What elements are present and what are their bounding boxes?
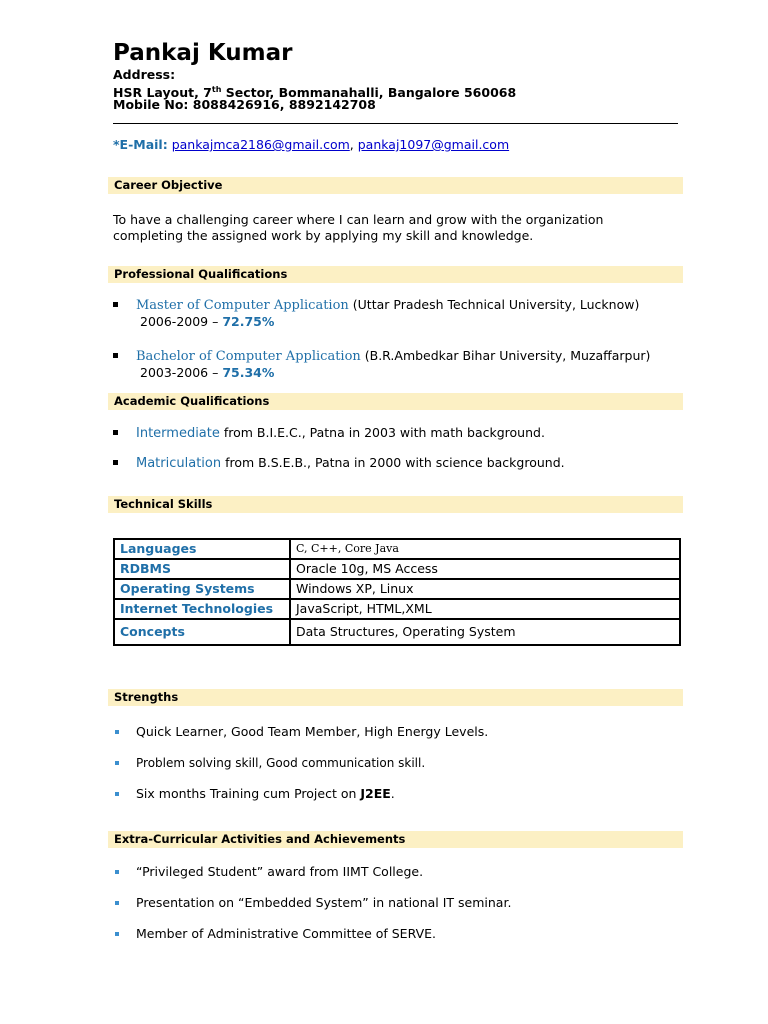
- bullet-icon: [115, 730, 119, 734]
- table-row: RDBMS Oracle 10g, MS Access: [114, 559, 680, 579]
- table-row: Languages C, C++, Core Java: [114, 539, 680, 559]
- table-row: Concepts Data Structures, Operating System: [114, 619, 680, 645]
- section-technical-skills: Technical Skills: [108, 496, 683, 513]
- extra-item-1: “Privileged Student” award from IIMT College.: [136, 864, 424, 879]
- email-line: *E-Mail: pankajmca2186@gmail.com, pankaj1097@gmail.com: [113, 137, 510, 152]
- bullet-icon: [113, 353, 118, 358]
- section-academic-qualifications: Academic Qualifications: [108, 393, 683, 410]
- bullet-icon: [115, 761, 119, 765]
- academic-item-1: Intermediate from B.I.E.C., Patna in 2003 with math background.: [136, 425, 545, 441]
- table-row: Operating Systems Windows XP, Linux: [114, 579, 680, 599]
- email-label: *E-Mail:: [113, 137, 168, 152]
- professional-item-1: Master of Computer Application (Uttar Pradesh Technical University, Lucknow): [136, 297, 640, 313]
- candidate-name: Pankaj Kumar: [113, 40, 293, 66]
- strength-item-2: Problem solving skill, Good communication skill.: [136, 756, 426, 770]
- bullet-icon: [115, 932, 119, 936]
- professional-item-1-years: 2006-2009 – 72.75%: [140, 314, 275, 329]
- section-career-objective: Career Objective: [108, 177, 683, 194]
- email-link-1[interactable]: pankajmca2186@gmail.com: [171, 137, 350, 152]
- section-professional-qualifications: Professional Qualifications: [108, 266, 683, 283]
- section-extra-curricular: Extra-Curricular Activities and Achievements: [108, 831, 683, 848]
- mobile-line: Mobile No: 8088426916, 8892142708: [113, 97, 376, 112]
- table-row: Internet Technologies JavaScript, HTML,XML: [114, 599, 680, 619]
- email-link-2[interactable]: pankaj1097@gmail.com: [357, 137, 510, 152]
- academic-item-2: Matriculation from B.S.E.B., Patna in 2000 with science background.: [136, 455, 565, 471]
- technical-skills-table: [113, 538, 681, 646]
- extra-item-3: Member of Administrative Committee of SERVE.: [136, 926, 437, 941]
- header-divider: [113, 123, 678, 124]
- bullet-icon: [113, 302, 118, 307]
- extra-item-2: Presentation on “Embedded System” in national IT seminar.: [136, 895, 512, 910]
- bullet-icon: [113, 430, 118, 435]
- bullet-icon: [115, 792, 119, 796]
- address-label: Address:: [113, 67, 176, 82]
- bullet-icon: [115, 870, 119, 874]
- professional-item-2: Bachelor of Computer Application (B.R.Ambedkar Bihar University, Muzaffarpur): [136, 348, 651, 364]
- section-strengths: Strengths: [108, 689, 683, 706]
- address-line: HSR Layout, 7th Sector, Bommanahalli, Bangalore 560068: [113, 85, 517, 101]
- strength-item-3: Six months Training cum Project on J2EE.: [136, 786, 395, 801]
- bullet-icon: [115, 901, 119, 905]
- strength-item-1: Quick Learner, Good Team Member, High Energy Levels.: [136, 724, 489, 739]
- career-objective-text: To have a challenging career where I can learn and grow with the organization completing the assigned work by applying my skill and knowledge.: [113, 212, 604, 243]
- professional-item-2-years: 2003-2006 – 75.34%: [140, 365, 275, 380]
- bullet-icon: [113, 460, 118, 465]
